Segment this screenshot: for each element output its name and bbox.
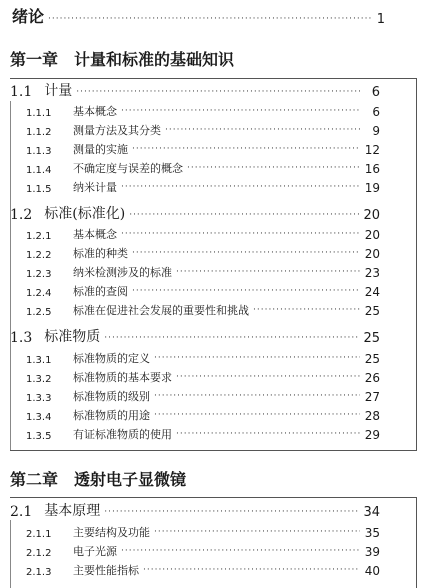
dot-leader	[183, 162, 360, 174]
dot-leader	[172, 266, 360, 278]
page-number: 25	[364, 304, 380, 318]
subsection-number: 1.3.4	[26, 412, 52, 423]
subsection-title: 不确定度与误差的概念	[73, 162, 183, 175]
subsection-number: 1.3.2	[26, 374, 52, 385]
toc-section[interactable]	[10, 204, 380, 223]
subsection-title: 标准物质的基本要求	[73, 371, 172, 384]
entry-title: 绪论	[12, 7, 45, 26]
page-number: 20	[364, 247, 380, 261]
section-title: 标准物质	[44, 329, 101, 345]
section-title: 基本原理	[44, 503, 101, 519]
subsection-title: 标准在促进社会发展的重要性和挑战	[73, 304, 249, 317]
dot-leader	[139, 564, 360, 576]
subsection-number: 1.1.4	[26, 165, 52, 176]
page-number: 39	[364, 545, 380, 559]
toc-subsection[interactable]	[26, 242, 380, 261]
subsection-title: 测量方法及其分类	[73, 124, 161, 137]
page-number: 26	[364, 371, 380, 385]
subsection-title: 标准的查阅	[73, 285, 128, 298]
dot-leader	[128, 285, 360, 297]
page-number: 9	[372, 124, 380, 138]
toc-subsection[interactable]	[26, 119, 380, 138]
chapter-2-box	[10, 497, 417, 588]
subsection-number: 1.1.2	[26, 127, 52, 138]
page-number: 40	[364, 564, 380, 578]
dot-leader	[128, 143, 360, 155]
page-number: 34	[363, 505, 380, 520]
toc-subsection[interactable]	[26, 138, 380, 157]
toc-subsection[interactable]	[26, 347, 380, 366]
subsection-number: 1.2.4	[26, 288, 52, 299]
subsection-number: 1.3.1	[26, 355, 52, 366]
dot-leader	[150, 352, 360, 364]
toc-subsection[interactable]	[26, 299, 380, 318]
section-number: 1.3	[10, 330, 33, 346]
toc-subsection[interactable]	[26, 423, 380, 442]
subsection-number: 1.3.5	[26, 431, 52, 442]
subsection-number: 1.3.3	[26, 393, 52, 404]
dot-leader	[249, 304, 360, 316]
chapter-2-title[interactable]: 第二章 透射电子显微镜	[10, 470, 187, 489]
subsection-title: 标准物质的用途	[73, 409, 150, 422]
dot-leader	[172, 371, 360, 383]
page-number: 35	[364, 526, 380, 540]
subsection-title: 基本概念	[73, 105, 117, 118]
section-title: 标准(标准化)	[44, 206, 126, 222]
subsection-title: 测量的实施	[73, 143, 128, 156]
subsection-title: 标准物质的级别	[73, 390, 150, 403]
subsection-title: 纳米检测涉及的标准	[73, 266, 172, 279]
subsection-number: 1.2.5	[26, 307, 52, 318]
dot-leader	[128, 247, 360, 259]
toc-subsection[interactable]	[26, 366, 380, 385]
chapter-1-title[interactable]: 第一章 计量和标准的基础知识	[10, 50, 235, 69]
page-number: 24	[364, 285, 380, 299]
toc-section[interactable]	[10, 81, 380, 100]
dot-leader	[161, 124, 360, 136]
toc-subsection[interactable]	[26, 261, 380, 280]
page-number: 27	[364, 390, 380, 404]
subsection-title: 有证标准物质的使用	[73, 428, 172, 441]
subsection-number: 1.2.1	[26, 231, 52, 242]
dot-leader	[100, 332, 360, 344]
dot-leader	[117, 228, 360, 240]
dot-leader	[72, 86, 360, 98]
toc-subsection[interactable]	[26, 280, 380, 299]
toc-section[interactable]	[10, 327, 380, 346]
subsection-title: 电子光源	[73, 545, 117, 558]
subsection-title: 主要结构及功能	[73, 526, 150, 539]
subsection-title: 主要性能指标	[73, 564, 139, 577]
toc-subsection[interactable]	[26, 559, 380, 578]
toc-subsection[interactable]	[26, 404, 380, 423]
page-number: 1	[376, 12, 385, 27]
page-number: 29	[364, 428, 380, 442]
dot-leader	[150, 526, 360, 538]
toc-subsection[interactable]	[26, 385, 380, 404]
subsection-number: 1.1.3	[26, 146, 52, 157]
toc-subsection[interactable]	[26, 223, 380, 242]
page-number: 20	[364, 228, 380, 242]
subsection-number: 2.1.2	[26, 548, 52, 559]
page-number: 23	[364, 266, 380, 280]
dot-leader	[172, 428, 360, 440]
toc-entry-intro[interactable]	[12, 3, 385, 27]
page-number: 25	[364, 352, 380, 366]
subsection-number: 1.2.2	[26, 250, 52, 261]
section-number: 1.1	[10, 84, 33, 100]
dot-leader	[100, 506, 360, 518]
page-number: 25	[363, 331, 380, 346]
toc-subsection[interactable]	[26, 157, 380, 176]
page-number: 28	[364, 409, 380, 423]
subsection-number: 2.1.1	[26, 529, 52, 540]
dot-leader	[117, 105, 360, 117]
subsection-number: 1.1.1	[26, 108, 52, 119]
subsection-title: 标准物质的定义	[73, 352, 150, 365]
dot-leader	[117, 545, 360, 557]
subsection-number: 1.1.5	[26, 184, 52, 195]
dot-leader	[117, 181, 360, 193]
subsection-title: 纳米计量	[73, 181, 117, 194]
box-divider	[10, 101, 11, 450]
section-number: 1.2	[10, 207, 33, 223]
dot-leader	[44, 13, 371, 25]
page-number: 19	[364, 181, 380, 195]
page-number: 16	[364, 162, 380, 176]
subsection-number: 2.1.3	[26, 567, 52, 578]
toc-subsection[interactable]	[26, 100, 380, 119]
toc-subsection[interactable]	[26, 521, 380, 540]
subsection-title: 基本概念	[73, 228, 117, 241]
subsection-number: 1.2.3	[26, 269, 52, 280]
section-number: 2.1	[10, 504, 33, 520]
subsection-title: 标准的种类	[73, 247, 128, 260]
chapter-1-box	[10, 78, 417, 451]
toc-subsection[interactable]	[26, 540, 380, 559]
dot-leader	[150, 409, 360, 421]
toc-subsection[interactable]	[26, 176, 380, 195]
dot-leader	[150, 390, 360, 402]
toc-section[interactable]	[10, 501, 380, 520]
section-title: 计量	[44, 83, 73, 99]
box-divider	[10, 520, 11, 588]
page-number: 6	[372, 105, 380, 119]
dot-leader	[125, 209, 360, 221]
page-number: 6	[371, 85, 380, 100]
page-number: 20	[363, 208, 380, 223]
page-number: 12	[364, 143, 380, 157]
